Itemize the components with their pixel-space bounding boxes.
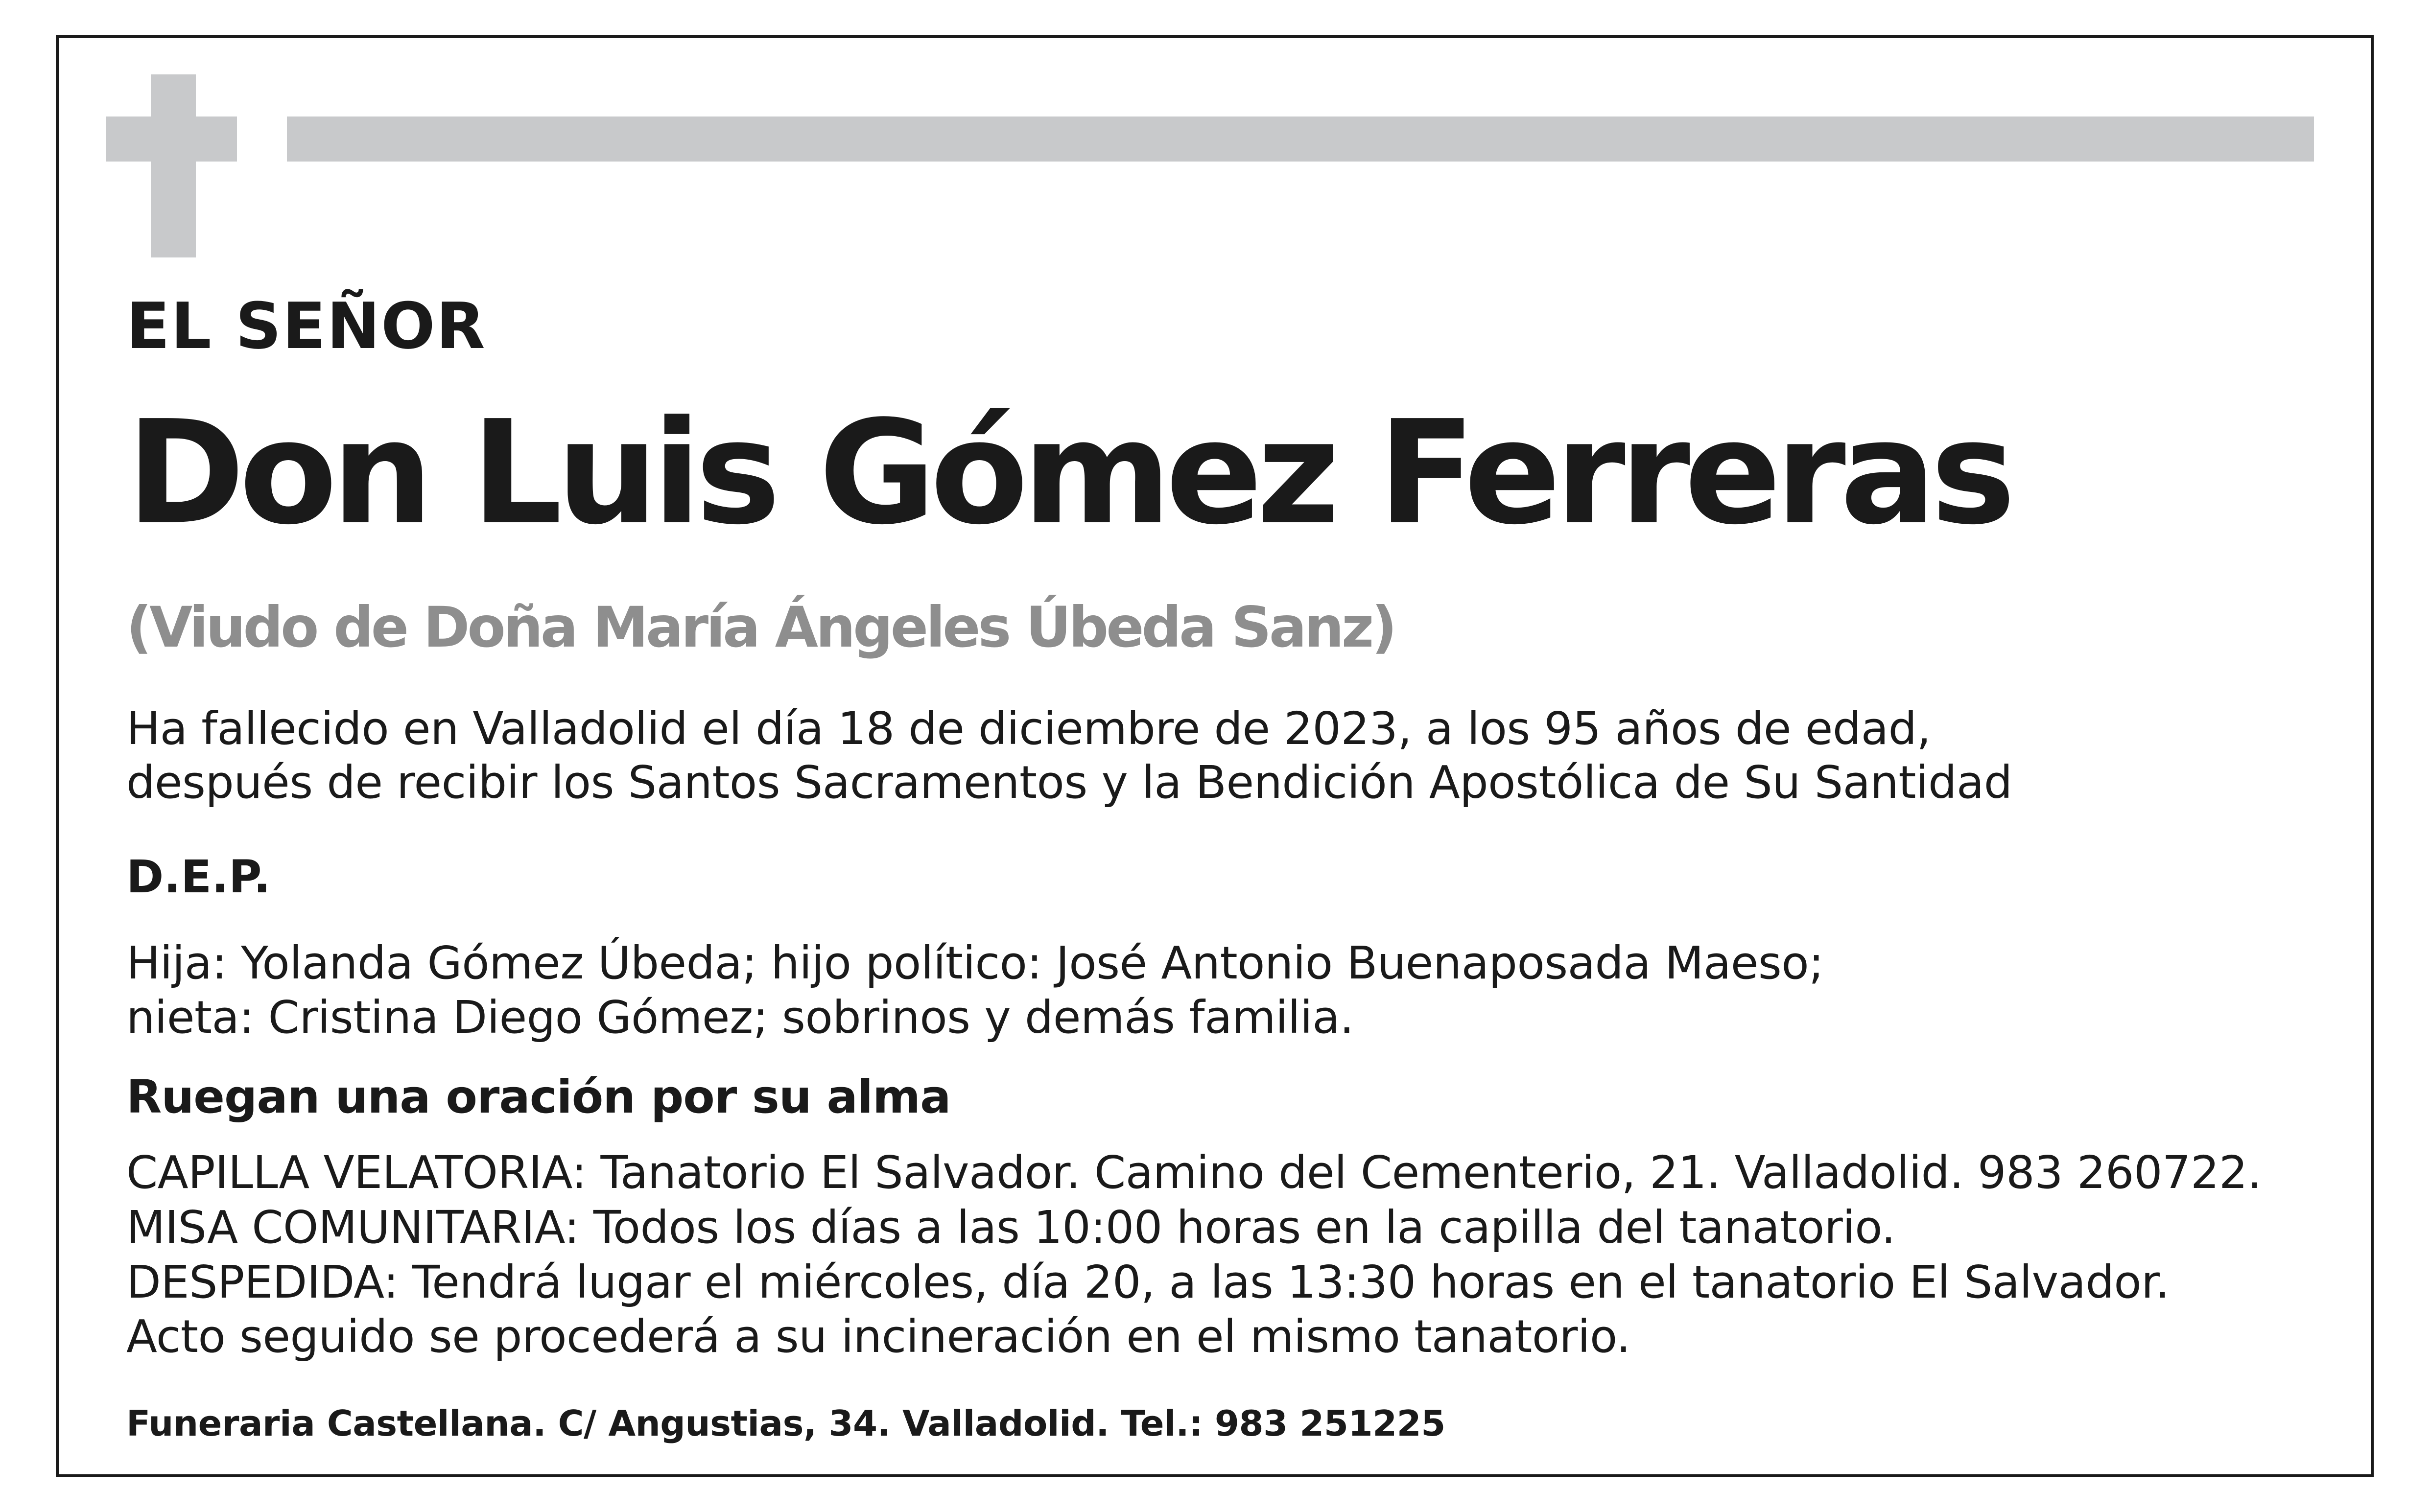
- prayer-request: Ruegan una oración por su alma: [126, 1070, 951, 1124]
- service-line-4: Acto seguido se procederá a su incineración en el mismo tanatorio.: [126, 1310, 1630, 1363]
- family-line-1: Hija: Yolanda Gómez Úbeda; hijo político: José Antonio Buenaposada Maeso;: [126, 937, 1824, 989]
- dep-label: D.E.P.: [126, 851, 271, 903]
- family-line-2: nieta: Cristina Diego Gómez; sobrinos y demás familia.: [126, 991, 1354, 1044]
- service-line-3: DESPEDIDA: Tendrá lugar el miércoles, día 20, a las 13:30 horas en el tanatorio El Salvador.: [126, 1256, 2170, 1308]
- cross-vertical-bar: [151, 74, 196, 257]
- death-line-2: después de recibir los Santos Sacramentos y la Bendición Apostólica de Su Santidad: [126, 756, 2012, 809]
- funeral-home-line: Funeraria Castellana. C/ Angustias, 34. Valladolid. Tel.: 983 251225: [126, 1403, 1445, 1444]
- header-rule: [287, 116, 2314, 162]
- honorific: EL SEÑOR: [126, 289, 486, 363]
- deceased-name: Don Luis Gómez Ferreras: [126, 390, 2010, 556]
- death-line-1: Ha fallecido en Valladolid el día 18 de diciembre de 2023, a los 95 años de edad,: [126, 702, 1931, 755]
- cross-horizontal-bar: [106, 116, 237, 162]
- service-line-2: MISA COMUNITARIA: Todos los días a las 10:00 horas en la capilla del tanatorio.: [126, 1201, 1896, 1254]
- widow-line: (Viudo de Doña María Ángeles Úbeda Sanz): [126, 595, 1395, 660]
- service-line-1: CAPILLA VELATORIA: Tanatorio El Salvador. Camino del Cementerio, 21. Valladolid. 983 260722.: [126, 1146, 2262, 1199]
